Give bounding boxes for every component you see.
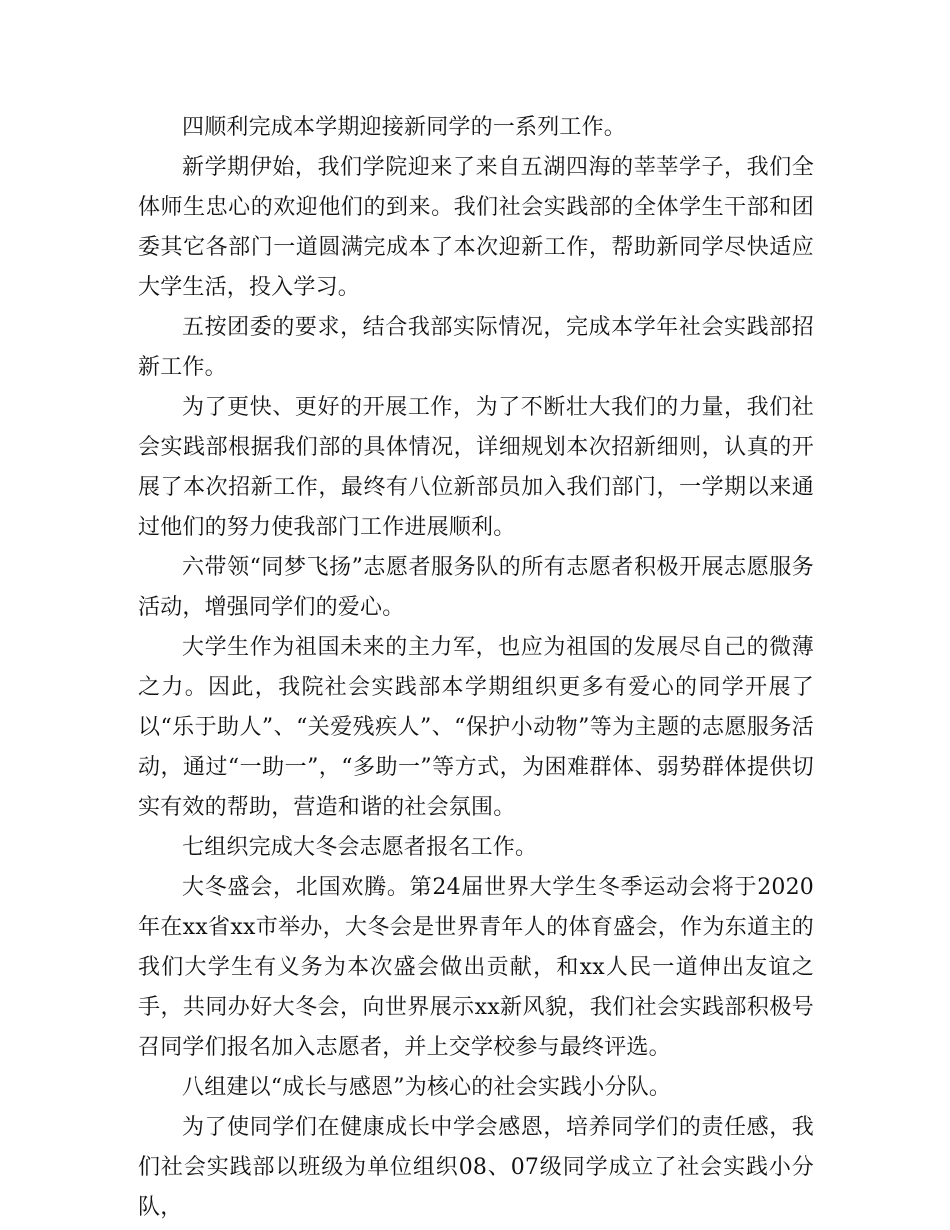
section-heading-5: 五按团委的要求，结合我部实际情况，完成本学年社会实践部招新工作。 (138, 315, 814, 380)
paragraph-winter-games: 大冬盛会，北国欢腾。第24届世界大学生冬季运动会将于2020年在xx省xx市举办，大冬会是世界青年人的体育盛会，作为东道主的我们大学生有义务为本次盛会做出贡献，和xx人民一道伸出友谊之手，共同办好大冬会，向世界展示xx新风貌，我们社会实践部积极号召同学们报名加入志愿者，并上交学校参与最终评选。 (138, 875, 814, 1060)
document-body (138, 108, 814, 1228)
section-heading-7: 七组织完成大冬会志愿者报名工作。 (182, 835, 538, 860)
paragraph-welcome-new-students: 新学期伊始，我们学院迎来了来自五湖四海的莘莘学子，我们全体师生忠心的欢迎他们的到来。我们社会实践部的全体学生干部和团委其它各部门一道圆满完成本了本次迎新工作，帮助新同学尽快适应大学生活，投入学习。 (138, 155, 814, 300)
section-heading-4: 四顺利完成本学期迎接新同学的一系列工作。 (182, 115, 627, 140)
paragraph-practice-team: 为了使同学们在健康成长中学会感恩，培养同学们的责任感，我们社会实践部以班级为单位组织08、07级同学成立了社会实践小分队， (138, 1115, 814, 1220)
paragraph-volunteer-service: 大学生作为祖国未来的主力军，也应为祖国的发展尽自己的微薄之力。因此，我院社会实践部本学期组织更多有爱心的同学开展了以“乐于助人”、“关爱残疾人”、“保护小动物”等为主题的志愿服务活动，通过“一助一”，“多助一”等方式，为困难群体、弱势群体提供切实有效的帮助，营造和谐的社会氛围。 (138, 635, 814, 820)
section-heading-6: 六带领“同梦飞扬”志愿者服务队的所有志愿者积极开展志愿服务活动，增强同学们的爱心。 (138, 555, 814, 620)
section-heading-8: 八组建以“成长与感恩”为核心的社会实践小分队。 (182, 1075, 672, 1100)
paragraph-recruitment: 为了更快、更好的开展工作，为了不断壮大我们的力量，我们社会实践部根据我们部的具体情况，详细规划本次招新细则，认真的开展了本次招新工作，最终有八位新部员加入我们部门，一学期以来通过他们的努力使我部门工作进展顺利。 (138, 395, 814, 540)
